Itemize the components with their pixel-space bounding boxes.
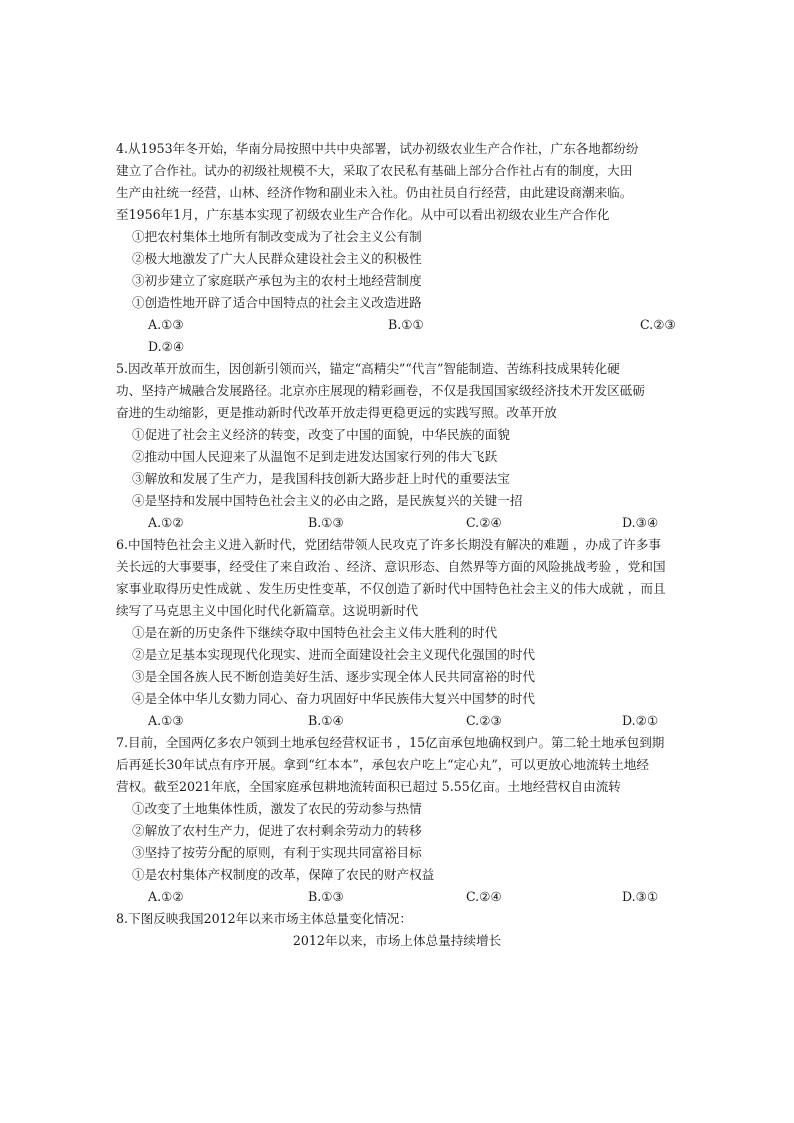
q6-stem-line-3: 家事业取得历史性成就 、发生历史性变革，不仅创造了新时代中国特色社会主义的伟大成就 ，而且 <box>116 581 666 596</box>
q4-option-3: ③初步建立了家庭联产承包为主的农村土地经营制度 <box>132 273 422 288</box>
q5-option-3: ③解放和发展了生产力，是我国科技创新大路步赶上时代的重要法宝 <box>132 471 510 486</box>
q4-option-2: ②极大地激发了广大人民群众建设社会主义的积极性 <box>132 251 422 266</box>
q6-option-4: ④是全体中华儿女勠力同心、奋力巩固好中华民族伟大复兴中国梦的时代 <box>132 691 535 706</box>
q4-stem-line-1: 4.从1953年冬开始，华南分局按照中共中央部署，试办初级农业生产合作社，广东各地都纷纷 <box>116 141 639 156</box>
q4-choice-b: B.①① <box>388 317 424 332</box>
q8-figure-title: 2012年以来，市场上体总量持续增长 <box>292 933 502 948</box>
q6-stem-line-4: 续写了马克思主义中国化时代化新篇章。这说明新时代 <box>116 603 419 618</box>
q5-option-2: ②推动中国人民迎来了从温饱不足到走进发达国家行列的伟大飞跃 <box>132 449 498 464</box>
q7-option-2: ②解放了农村生产力，促进了农村剩余劳动力的转移 <box>132 823 422 838</box>
q6-stem-line-2: 关长远的大事要事，经受住了来自政治 、经济、意识形态、自然界等方面的风险挑战考验 ，党和国 <box>116 559 666 574</box>
q5-choice-d: D.③④ <box>622 515 659 530</box>
q5-option-1: ①促进了社会主义经济的转变，改变了中国的面貌，中华民族的面貌 <box>132 427 510 442</box>
q5-stem-line-3: 奋进的生动缩影，更是推动新时代改革开放走得更稳更远的实践写照。改革开放 <box>116 405 557 420</box>
q6-option-1: ①是在新的历史条件下继续夺取中国特色社会主义伟大胜利的时代 <box>132 625 498 640</box>
q6-option-3: ③是全国各族人民不断创造美好生活、逐步实现全体人民共同富裕的时代 <box>132 669 535 684</box>
q7-stem-line-2: 后再延长30年试点有序开展。拿到“红本本”，承包农户吃上“定心丸”，可以更放心地流转土地经 <box>116 757 649 772</box>
q7-choice-c: C.②④ <box>466 889 502 904</box>
q5-choice-a: A.①② <box>148 515 184 530</box>
q5-stem-line-1: 5.因改革开放而生，因创新引领而兴，锚定“高精尖”“代言”智能制造、苦练科技成果转化硬 <box>116 361 620 376</box>
q6-stem-line-1: 6.中国特色社会主义进入新时代，党团结带领人民攻克了许多长期没有解决的难题 ，办成了许多事 <box>116 537 661 552</box>
q6-choice-d: D.②① <box>622 713 659 728</box>
q7-stem-line-1: 7.目前，全国两亿多农户领到土地承包经营权证书 ，15亿亩承包地确权到户。第二轮土地承包到期 <box>116 735 665 750</box>
q4-option-4: ①创造性地开辟了适合中国特点的社会主义改造进路 <box>132 295 422 310</box>
q7-stem-line-3: 营权。截至2021年底，全国家庭承包耕地流转面积已超过 5.55亿亩。土地经营权自由流转 <box>116 779 621 794</box>
q5-option-4: ④是坚持和发展中国特色社会主义的必由之路，是民族复兴的关键一招 <box>132 493 523 508</box>
q4-choice-c: C.②③ <box>640 317 676 332</box>
q6-choice-c: C.②③ <box>466 713 502 728</box>
q4-stem-line-3: 生产由社统一经营，山林、经济作物和副业未入社。仍由社员自行经营，由此建设商潮来临。 <box>116 185 633 200</box>
q6-choice-b: B.①④ <box>308 713 344 728</box>
q6-choice-a: A.①③ <box>148 713 184 728</box>
q4-stem-line-4: 至1956年1月，广东基本实现了初级农业生产合作化。从中可以看出初级农业生产合作化 <box>116 207 610 222</box>
q4-choice-d: D.②④ <box>148 339 185 354</box>
q4-choice-a: A.①③ <box>148 317 184 332</box>
q5-stem-line-2: 功、坚持产城融合发展路径。北京亦庄展现的精彩画卷，不仅是我国国家级经济技术开发区砥砺 <box>116 383 645 398</box>
q6-option-2: ②是立足基本实现现代化现实、进而全面建设社会主义现代化强国的时代 <box>132 647 535 662</box>
q7-choice-d: D.③① <box>622 889 659 904</box>
q8-stem: 8.下图反映我国2012年以来市场主体总量变化情况： <box>116 911 412 926</box>
q7-option-4: ①是农村集体产权制度的改革，保障了农民的财产权益 <box>132 867 435 882</box>
q5-choice-c: C.②④ <box>466 515 502 530</box>
q7-option-1: ①改变了土地集体性质，激发了农民的劳动参与热情 <box>132 801 422 816</box>
q5-choice-b: B.①③ <box>308 515 344 530</box>
q4-option-1: ①把农村集体土地所有制改变成为了社会主义公有制 <box>132 229 422 244</box>
q7-choice-a: A.①② <box>148 889 184 904</box>
q7-option-3: ③坚持了按劳分配的原则，有利于实现共同富裕目标 <box>132 845 422 860</box>
q4-stem-line-2: 建立了合作社。试办的初级社规模不大，采取了农民私有基础上部分合作社占有的制度，大田 <box>116 163 633 178</box>
q7-choice-b: B.①③ <box>308 889 344 904</box>
